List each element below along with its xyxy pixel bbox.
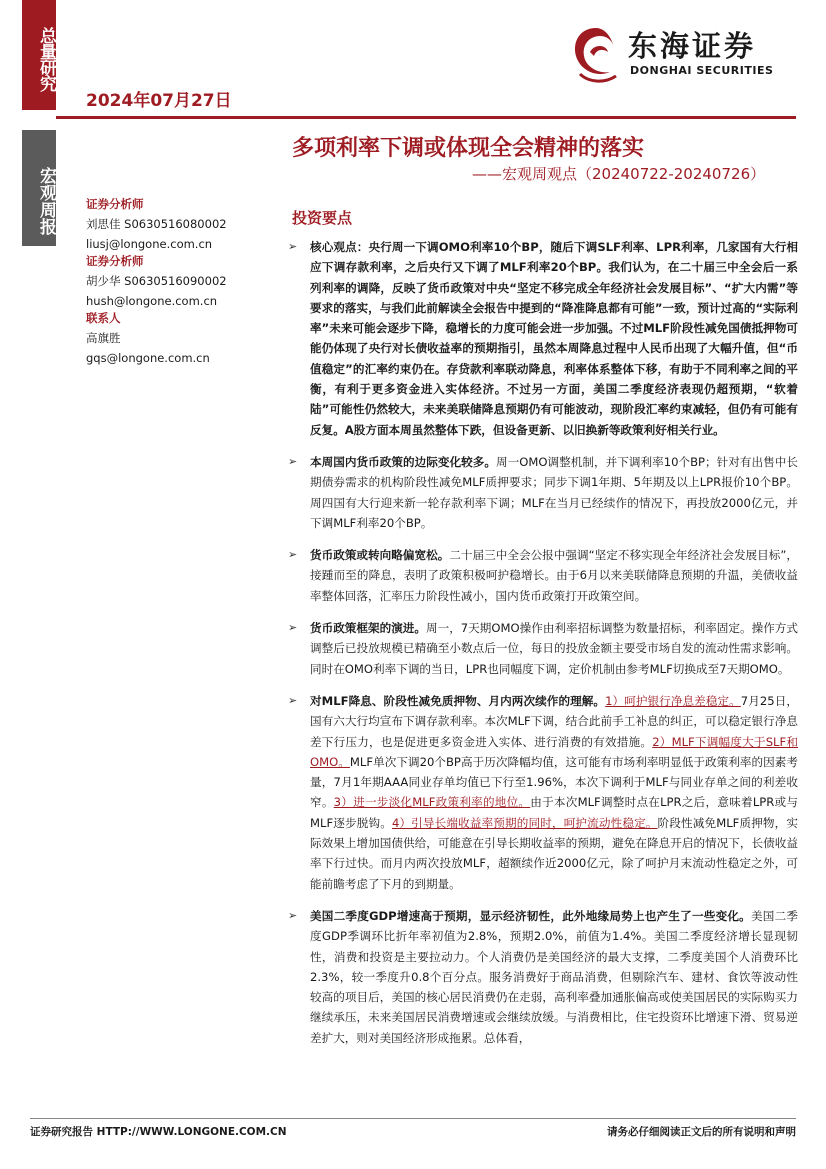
bullet-bold-text: 货币政策框架的演进。	[310, 621, 426, 636]
underlined-point-2: 2）MLF下调幅度大于SLF和OMO。	[310, 734, 798, 769]
list-item	[288, 691, 798, 894]
analyst1-name: 刘思佳 S0630516080002	[86, 217, 227, 231]
underlined-point-4: 4）引导长端收益率预期的同时，呵护流动性稳定。	[391, 815, 658, 830]
dragon-logo-icon	[566, 22, 624, 86]
bullet-bold-text: 美国二季度GDP增速高于预期，显示经济韧性，此外地缘局势上也产生了一些变化。	[310, 908, 751, 923]
key-points-list	[288, 237, 798, 1048]
footer-divider	[30, 1118, 796, 1119]
underlined-point-1: 1）呵护银行净息差稳定。	[605, 693, 741, 708]
list-item	[288, 237, 798, 440]
bullet-text: 美国二季度GDP季调环比折年率初值为2.8%，预期2.0%，前值为1.4%。美国二季度经济增长显现韧性，消费和投资是主要拉动力。个人消费仍是美国经济的最大支撑，二季度美国个人消费环比2.3%，较一季度升0.8个百分点。服务消费好于商品消费，但剔除汽车、建材、食饮等波动性较高的项目后，美国的核心居民消费仍在走弱，高利率叠加通胀偏高或使美国居民的实际购买力继续承压，未来美国居民消费增速或会继续放缓。与消费相比，住宅投资环比增速下滑、贸易逆差扩大，则对美国经济形成拖累。总体看，	[310, 908, 798, 1045]
bullet-bold-text: 核心观点：央行周一下调OMO利率10个BP，随后下调SLF利率、LPR利率，几家国有大行相应下调存款利率，之后央行又下调了MLF利率20个BP。我们认为，在二十届三中全会后一系列利率的调降，反映了货币政策对中央“坚定不移完成全年经济社会发展目标”、“扩大内需”等要求的落实，与我们此前解读全会报告中提到的“降准降息都有可能”一致，预计过高的“实际利率”未来可能会逐步下降，稳增长的力度可能会进一步加强。不过MLF阶段性减免国债抵押物可能仍体现了央行对长债收益率的预期指引，虽然本周降息过程中人民币出现了大幅升值，但“币值稳定”的汇率约束仍在。存贷款利率联动降息，利率体系整体下移，有助于不同利率之间的平衡，有利于更多资金进入实体经济。不过另一方面，美国二季度经济表现仍超预期，“软着陆”可能性仍然较大，未来美联储降息预期仍有可能波动，现阶段汇率约束减轻，但仍有可能有反复。A股方面本周虽然整体下跌，但设备更新、以旧换新等政策利好相关行业。	[310, 240, 798, 437]
bullet-text: 周一，7天期OMO操作由利率招标调整为数量招标，利率固定。操作方式调整后已投放规模已精确至小数点后一位，每日的投放金额主要受市场自发的流动性需求影响。同时在OMO利率下调的当日，LPR也同幅度下调，定价机制由参考MLF切换成至7天期OMO。	[310, 621, 798, 676]
analyst2-name: 胡少华 S0630516090002	[86, 274, 227, 288]
report-subtitle: ——宏观周观点（20240722-20240726）	[472, 165, 766, 183]
list-item	[288, 545, 798, 606]
bullet-bold-text: 本周国内货币政策的边际变化较多。	[310, 454, 496, 469]
header-divider	[56, 116, 796, 119]
brand-name-cn: 东海证券	[628, 29, 757, 63]
footer-disclaimer: 请务必仔细阅读正文后的所有说明和声明	[607, 1126, 796, 1138]
footer-website[interactable]: 证券研究报告 HTTP://WWW.LONGONE.COM.CN	[30, 1126, 287, 1138]
bullet-bold-text: 对MLF降息、阶段性减免质押物、月内两次续作的理解。	[310, 693, 606, 708]
arrow-bullet-icon: ➢	[288, 621, 298, 635]
arrow-bullet-icon: ➢	[288, 240, 298, 253]
arrow-bullet-icon: ➢	[288, 908, 298, 922]
arrow-bullet-icon: ➢	[288, 548, 298, 562]
bullet-text: 阶段性减免MLF质押物，实际效果上增加国债供给，可能意在引导长期收益率的预期，避免在降息开启的情况下，长债收益率下行过快。而月内两次投放MLF，超额续作近2000亿元，除了呵护月末流动性稳定之外，可能前瞻考虑了下月的到期量。	[310, 815, 798, 891]
analyst1-heading: 证券分析师	[86, 197, 144, 211]
arrow-bullet-icon: ➢	[288, 693, 298, 707]
list-item	[288, 452, 798, 533]
bullet-text: 7月25日，国有六大行均宣布下调存款利率。本次MLF下调，结合此前手工补息的纠正，可以稳定银行净息差下行压力，也是促进更多资金进入实体、进行消费的有效措施。	[310, 693, 798, 749]
brand-name-en: DONGHAI SECURITIES	[630, 64, 774, 77]
report-type-tag: 总量研究	[22, 0, 56, 110]
contact-email[interactable]: gqs@longone.com.cn	[86, 351, 210, 365]
analyst2-email[interactable]: hush@longone.com.cn	[86, 294, 218, 308]
section-title: 投资要点	[292, 209, 353, 227]
report-title: 多项利率下调或体现全会精神的落实	[292, 136, 645, 161]
analyst2-heading: 证券分析师	[86, 254, 144, 268]
contact-name: 高旗胜	[86, 331, 121, 345]
brand-logo	[566, 22, 796, 88]
analyst1-email[interactable]: liusj@longone.com.cn	[86, 237, 213, 251]
underlined-point-3: 3）进一步淡化MLF政策利率的地位。	[333, 795, 531, 810]
list-item	[288, 906, 798, 1048]
arrow-bullet-icon: ➢	[288, 454, 298, 468]
bullet-text: 周一OMO调整机制，并下调利率10个BP；针对有出售中长期债券需求的机构阶段性减免MLF质押要求；同步下调1年期、5年期及以上LPR报价10个BP。周四国有大行迎来新一轮存款利率下调；MLF在当月已经续作的情况下，再投放2000亿元，并下调MLF利率20个BP。	[310, 454, 798, 530]
list-item	[288, 618, 798, 679]
bullet-text: MLF单次下调20个BP高于历次降幅均值，这可能有市场利率明显低于政策利率的因素考量，7月1年期AAA同业存单均值已下行至1.96%，本次下调利于MLF与同业存单之间的利差收窄。	[310, 754, 798, 810]
bullet-text: 二十届三中全会公报中强调“坚定不移实现全年经济社会发展目标”，接踵而至的降息，表明了政策积极呵护稳增长。由于6月以来美联储降息预期的升温，美债收益率整体回落，汇率压力阶段性减小，国内货币政策打开政策空间。	[310, 548, 798, 603]
bullet-bold-text: 货币政策或转向略偏宽松。	[310, 548, 450, 563]
contact-heading: 联系人	[86, 311, 121, 325]
bullet-text: 由于本次MLF调整时点在LPR之后，意味着LPR或与MLF逐步脱钩。	[310, 795, 798, 830]
category-tag: 宏观周报	[22, 130, 56, 246]
report-date: 2024年07月27日	[86, 91, 232, 111]
analyst-sidebar	[86, 196, 276, 367]
